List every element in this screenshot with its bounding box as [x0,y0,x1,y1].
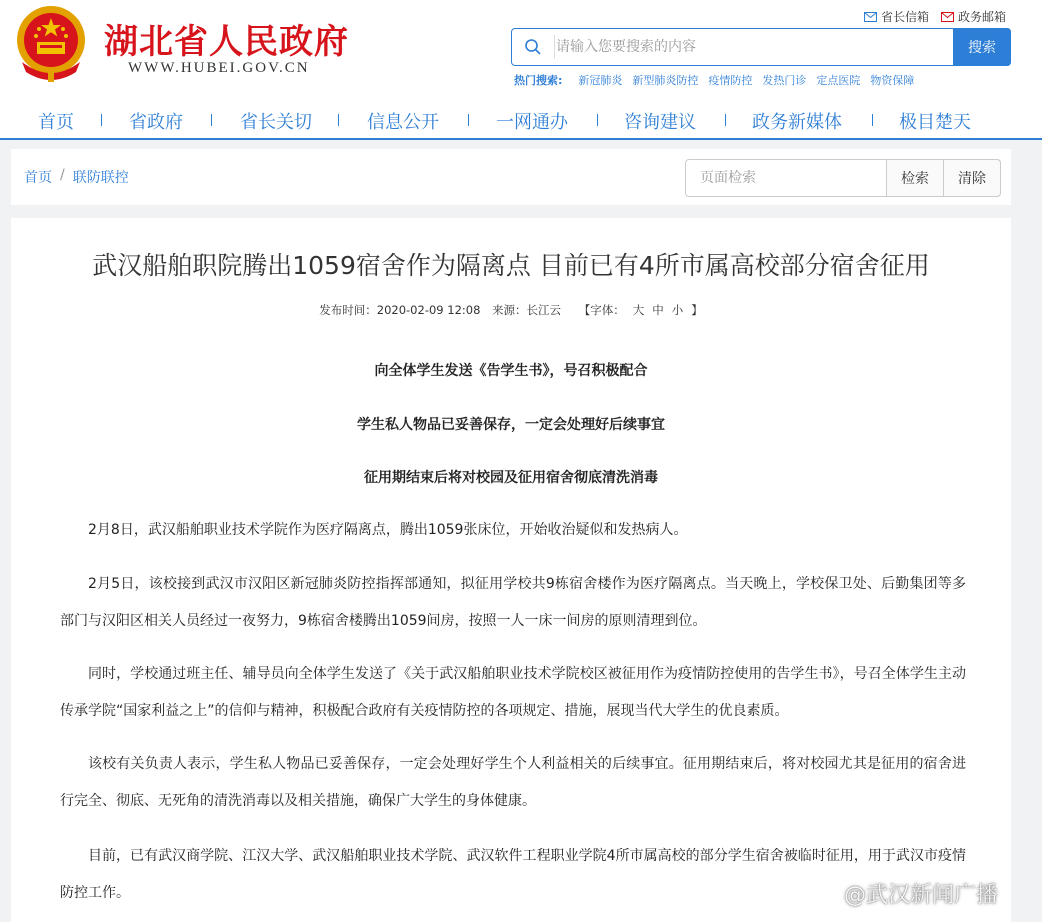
breadcrumb [24,167,129,187]
article-subhead: 向全体学生发送《告学生书》，号召积极配合 [374,363,648,379]
hot-search [514,72,914,88]
article-meta [11,302,1011,318]
nav-separator [597,114,598,126]
page-search-input[interactable] [686,160,886,196]
page-search-button[interactable]: 检索 [886,159,944,197]
article-source: 来源：长江云 [492,303,562,317]
weibo-icon [808,882,838,906]
site-title[interactable]: 湖北省人民政府 [104,22,349,62]
governor-mailbox-label: 省长信箱 [880,10,929,24]
publish-time: 发布时间：2020-02-09 12:08 [319,303,481,317]
main-nav [0,100,1042,140]
search-button[interactable]: 搜索 [953,28,1011,66]
page-clear-button[interactable]: 清除 [943,159,1001,197]
breadcrumb-bar [11,149,1011,205]
hot-search-item[interactable]: 疫情防控 [708,74,753,87]
article-paragraph: 目前，已有武汉商学院、江汉大学、武汉船舶职业技术学院、武汉软件工程职业学院4所市属高校的部分学生宿舍被临时征用，用于武汉市疫情防控工作。 [60,848,966,901]
nav-separator [338,114,339,126]
site-search [511,28,1011,66]
national-emblem-icon [12,2,90,86]
nav-separator [211,114,212,126]
nav-item-consult[interactable]: 咨询建议 [624,112,696,133]
top-links [864,8,1006,25]
font-size-medium[interactable]: 中 [652,303,664,317]
weibo-watermark [808,878,998,909]
search-divider [554,35,555,59]
hot-search-item[interactable]: 定点医院 [816,74,861,87]
hot-search-item[interactable]: 新冠肺炎 [578,74,623,87]
breadcrumb-home[interactable]: 首页 [24,170,52,186]
government-mail-label: 政务邮箱 [957,10,1006,24]
nav-item-home[interactable]: 首页 [38,112,74,133]
page-search [685,159,1001,197]
font-size-label: 【字体： [578,303,625,317]
hot-search-item[interactable]: 发热门诊 [762,74,807,87]
envelope-icon [941,12,954,22]
site-url: WWW.HUBEI.GOV.CN [128,60,310,76]
article-subhead: 学生私人物品已妥善保存，一定会处理好后续事宜 [357,417,665,433]
search-input[interactable] [556,29,952,65]
nav-separator [725,114,726,126]
government-mail-link[interactable] [941,8,1006,25]
article-title: 武汉船舶职院腾出1059宿舍作为隔离点 目前已有4所市属高校部分宿舍征用 [92,251,930,280]
breadcrumb-current[interactable]: 联防联控 [72,170,129,186]
nav-item-provincial-gov[interactable]: 省政府 [129,112,183,133]
search-icon [524,38,542,56]
nav-separator [872,114,873,126]
watermark-text: @武汉新闻广播 [844,883,999,908]
site-header [0,0,1042,138]
governor-mailbox-link[interactable] [864,8,929,25]
article-paragraph: 2月5日，该校接到武汉市汉阳区新冠肺炎防控指挥部通知，拟征用学校共9栋宿舍楼作为医疗隔离点。当天晚上，学校保卫处、后勤集团等多部门与汉阳区相关人员经过一夜努力，9栋宿舍楼腾出1059间房，按照一人一床一间房的原则清理到位。 [60,576,966,629]
font-size-small[interactable]: 小 [671,303,684,317]
hot-search-item[interactable]: 物资保障 [870,74,915,87]
article-subhead: 征用期结束后将对校园及征用宿舍彻底清洗消毒 [364,470,658,486]
mail-icon [864,12,877,22]
nav-item-info-disclosure[interactable]: 信息公开 [367,112,439,133]
nav-separator [101,114,102,126]
nav-item-new-media[interactable]: 政务新媒体 [752,112,842,133]
font-size-large[interactable]: 大 [632,303,645,317]
article [11,218,1011,922]
article-paragraph: 同时，学校通过班主任、辅导员向全体学生发送了《关于武汉船舶职业技术学院校区被征用作为疫情防控使用的告学生书》，号召全体学生主动传承学院“国家利益之上”的信仰与精神，积极配合政府有关疫情防控的各项规定、措施，展现当代大学生的优良素质。 [60,666,966,719]
nav-item-jimu-chutian[interactable]: 极目楚天 [899,112,971,133]
breadcrumb-separator: / [60,167,65,183]
article-paragraph: 该校有关负责人表示，学生私人物品已妥善保存，一定会处理好学生个人利益相关的后续事宜。征用期结束后，将对校园尤其是征用的宿舍进行完全、彻底、无死角的清洗消毒以及相关措施，确保广大学生的身体健康。 [60,756,966,809]
nav-separator [468,114,469,126]
article-paragraph: 2月8日，武汉船舶职业技术学院作为医疗隔离点，腾出1059张床位，开始收治疑似和发热病人。 [88,522,688,538]
nav-item-one-stop[interactable]: 一网通办 [496,112,568,133]
nav-item-governor[interactable]: 省长关切 [240,112,312,133]
hot-search-label: 热门搜索: [514,74,563,87]
font-size-end: 】 [691,303,703,317]
hot-search-item[interactable]: 新型肺炎防控 [632,74,699,87]
